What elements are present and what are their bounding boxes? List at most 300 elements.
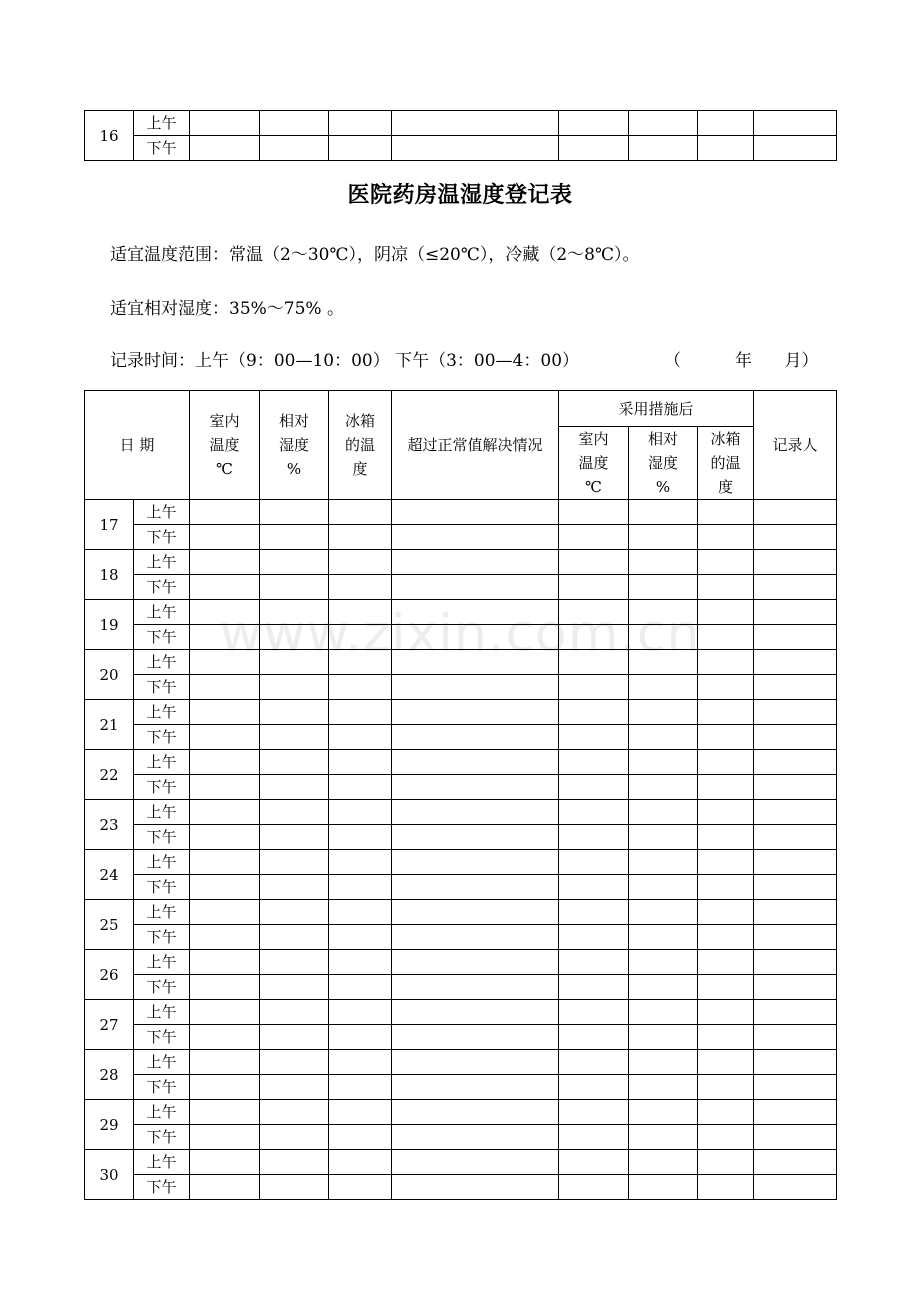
input-cell[interactable]: [559, 500, 629, 525]
input-cell[interactable]: [559, 800, 629, 825]
input-cell[interactable]: [190, 625, 260, 650]
input-cell[interactable]: [754, 575, 837, 600]
indoor-temp-header: [190, 391, 260, 500]
input-cell[interactable]: [190, 1025, 260, 1050]
input-cell[interactable]: [260, 875, 329, 900]
header-line: 的温: [710, 454, 741, 472]
input-cell[interactable]: [190, 775, 260, 800]
input-cell[interactable]: [260, 1075, 329, 1100]
input-cell[interactable]: [629, 675, 698, 700]
input-cell[interactable]: [260, 111, 329, 136]
input-cell[interactable]: [629, 825, 698, 850]
input-cell[interactable]: [559, 575, 629, 600]
input-cell[interactable]: [190, 950, 260, 975]
input-cell[interactable]: [559, 725, 629, 750]
input-cell[interactable]: [190, 700, 260, 725]
input-cell[interactable]: [754, 625, 837, 650]
input-cell[interactable]: [754, 975, 837, 1000]
input-cell[interactable]: [190, 111, 260, 136]
input-cell[interactable]: [559, 525, 629, 550]
input-cell[interactable]: [629, 800, 698, 825]
input-cell[interactable]: [190, 1075, 260, 1100]
input-cell[interactable]: [698, 850, 754, 875]
input-cell[interactable]: [260, 1100, 329, 1125]
input-cell[interactable]: [329, 925, 392, 950]
input-cell[interactable]: [559, 1000, 629, 1025]
input-cell[interactable]: [190, 1100, 260, 1125]
input-cell[interactable]: [190, 575, 260, 600]
input-cell[interactable]: [629, 850, 698, 875]
input-cell[interactable]: [190, 1175, 260, 1200]
input-cell[interactable]: [559, 136, 629, 161]
input-cell[interactable]: [629, 136, 698, 161]
fridge-temp-header: [329, 391, 392, 500]
input-cell[interactable]: [329, 1000, 392, 1025]
input-cell[interactable]: [754, 550, 837, 575]
input-cell[interactable]: [629, 700, 698, 725]
input-cell[interactable]: [629, 650, 698, 675]
input-cell[interactable]: [392, 625, 559, 650]
input-cell[interactable]: [329, 1025, 392, 1050]
input-cell[interactable]: [260, 525, 329, 550]
input-cell[interactable]: [698, 925, 754, 950]
day-cell: 18: [85, 550, 134, 600]
input-cell[interactable]: [698, 675, 754, 700]
input-cell[interactable]: [629, 875, 698, 900]
input-cell[interactable]: [392, 775, 559, 800]
input-cell[interactable]: [559, 550, 629, 575]
input-cell[interactable]: [329, 900, 392, 925]
input-cell[interactable]: [190, 675, 260, 700]
day-cell: 17: [85, 500, 134, 550]
input-cell[interactable]: [392, 950, 559, 975]
table-row: [85, 1025, 837, 1050]
input-cell[interactable]: [190, 800, 260, 825]
input-cell[interactable]: [329, 500, 392, 525]
input-cell[interactable]: [698, 525, 754, 550]
input-cell[interactable]: [190, 900, 260, 925]
input-cell[interactable]: [698, 550, 754, 575]
input-cell[interactable]: [629, 1125, 698, 1150]
input-cell[interactable]: [559, 1025, 629, 1050]
input-cell[interactable]: [629, 725, 698, 750]
table-row: [85, 850, 837, 875]
day-cell: 22: [85, 750, 134, 800]
input-cell[interactable]: [629, 550, 698, 575]
input-cell[interactable]: [190, 500, 260, 525]
input-cell[interactable]: [629, 1175, 698, 1200]
input-cell[interactable]: [329, 975, 392, 1000]
input-cell[interactable]: [698, 1100, 754, 1125]
recorder-header: 记录人: [754, 391, 837, 500]
input-cell[interactable]: [329, 111, 392, 136]
input-cell[interactable]: [629, 925, 698, 950]
input-cell[interactable]: [754, 600, 837, 625]
input-cell[interactable]: [260, 550, 329, 575]
input-cell[interactable]: [260, 825, 329, 850]
input-cell[interactable]: [392, 575, 559, 600]
table-row: [85, 900, 837, 925]
period-cell-am: 上午: [134, 1000, 190, 1025]
input-cell[interactable]: [754, 1000, 837, 1025]
table-row: [85, 725, 837, 750]
input-cell[interactable]: [698, 900, 754, 925]
input-cell[interactable]: [260, 575, 329, 600]
input-cell[interactable]: [559, 625, 629, 650]
input-cell[interactable]: [698, 500, 754, 525]
input-cell[interactable]: [754, 500, 837, 525]
input-cell[interactable]: [754, 136, 837, 161]
input-cell[interactable]: [260, 1175, 329, 1200]
table-row: [85, 700, 837, 725]
input-cell[interactable]: [559, 675, 629, 700]
input-cell[interactable]: [698, 625, 754, 650]
input-cell[interactable]: [392, 500, 559, 525]
input-cell[interactable]: [698, 1125, 754, 1150]
input-cell[interactable]: [392, 975, 559, 1000]
input-cell[interactable]: [260, 1025, 329, 1050]
input-cell[interactable]: [754, 825, 837, 850]
input-cell[interactable]: [559, 1050, 629, 1075]
input-cell[interactable]: [392, 675, 559, 700]
input-cell[interactable]: [559, 111, 629, 136]
input-cell[interactable]: [559, 875, 629, 900]
input-cell[interactable]: [559, 1125, 629, 1150]
after-fridge-temp-header: [698, 427, 754, 500]
period-cell-pm: 下午: [134, 525, 190, 550]
input-cell[interactable]: [754, 1175, 837, 1200]
input-cell[interactable]: [260, 725, 329, 750]
table-row: [85, 650, 837, 675]
input-cell[interactable]: [190, 975, 260, 1000]
input-cell[interactable]: [329, 850, 392, 875]
day-cell: 26: [85, 950, 134, 1000]
input-cell[interactable]: [329, 1125, 392, 1150]
input-cell[interactable]: [329, 950, 392, 975]
table-row: [85, 1150, 837, 1175]
input-cell[interactable]: [190, 725, 260, 750]
input-cell[interactable]: [190, 600, 260, 625]
input-cell[interactable]: [698, 1075, 754, 1100]
input-cell[interactable]: [698, 975, 754, 1000]
table-row: [85, 800, 837, 825]
input-cell[interactable]: [698, 111, 754, 136]
input-cell[interactable]: [629, 575, 698, 600]
input-cell[interactable]: [260, 975, 329, 1000]
input-cell[interactable]: [329, 1175, 392, 1200]
input-cell[interactable]: [260, 500, 329, 525]
period-cell-pm: 下午: [134, 136, 190, 161]
input-cell[interactable]: [698, 725, 754, 750]
input-cell[interactable]: [698, 1175, 754, 1200]
input-cell[interactable]: [754, 950, 837, 975]
period-cell-am: 上午: [134, 750, 190, 775]
input-cell[interactable]: [392, 550, 559, 575]
input-cell[interactable]: [754, 525, 837, 550]
input-cell[interactable]: [629, 1075, 698, 1100]
input-cell[interactable]: [329, 1150, 392, 1175]
input-cell[interactable]: [329, 750, 392, 775]
input-cell[interactable]: [559, 1150, 629, 1175]
input-cell[interactable]: [559, 975, 629, 1000]
input-cell[interactable]: [698, 950, 754, 975]
input-cell[interactable]: [392, 136, 559, 161]
date-header: 日 期: [85, 391, 190, 500]
input-cell[interactable]: [559, 700, 629, 725]
input-cell[interactable]: [190, 750, 260, 775]
input-cell[interactable]: [260, 900, 329, 925]
input-cell[interactable]: [329, 600, 392, 625]
input-cell[interactable]: [629, 1000, 698, 1025]
table-row: [85, 500, 837, 525]
input-cell[interactable]: [329, 625, 392, 650]
table-row: [85, 111, 837, 136]
input-cell[interactable]: [698, 1025, 754, 1050]
input-cell[interactable]: [329, 700, 392, 725]
day-cell: 30: [85, 1150, 134, 1200]
input-cell[interactable]: [754, 1150, 837, 1175]
input-cell[interactable]: [629, 750, 698, 775]
input-cell[interactable]: [698, 136, 754, 161]
input-cell[interactable]: [392, 1150, 559, 1175]
input-cell[interactable]: [754, 750, 837, 775]
record-time-text: 记录时间：上午（9：00—10：00） 下午（3：00—4：00）: [110, 351, 580, 371]
input-cell[interactable]: [190, 650, 260, 675]
input-cell[interactable]: [392, 1050, 559, 1075]
input-cell[interactable]: [329, 725, 392, 750]
input-cell[interactable]: [698, 800, 754, 825]
day-cell: 27: [85, 1000, 134, 1050]
input-cell[interactable]: [260, 136, 329, 161]
day-cell: 29: [85, 1100, 134, 1150]
table-row: [85, 575, 837, 600]
input-cell[interactable]: [754, 850, 837, 875]
input-cell[interactable]: [629, 1025, 698, 1050]
period-cell-am: 上午: [134, 950, 190, 975]
input-cell[interactable]: [754, 1100, 837, 1125]
period-cell-am: 上午: [134, 600, 190, 625]
input-cell[interactable]: [754, 1050, 837, 1075]
input-cell[interactable]: [559, 775, 629, 800]
input-cell[interactable]: [260, 750, 329, 775]
period-cell-am: 上午: [134, 900, 190, 925]
table-row: [85, 136, 837, 161]
input-cell[interactable]: [392, 1100, 559, 1125]
input-cell[interactable]: [392, 925, 559, 950]
input-cell[interactable]: [754, 925, 837, 950]
input-cell[interactable]: [329, 675, 392, 700]
input-cell[interactable]: [329, 136, 392, 161]
humidity-range-text: 适宜相对湿度：35%～75% 。: [110, 299, 344, 319]
input-cell[interactable]: [260, 775, 329, 800]
input-cell[interactable]: [559, 1075, 629, 1100]
input-cell[interactable]: [559, 650, 629, 675]
input-cell[interactable]: [260, 925, 329, 950]
input-cell[interactable]: [698, 1150, 754, 1175]
input-cell[interactable]: [190, 1000, 260, 1025]
day-cell: 28: [85, 1050, 134, 1100]
input-cell[interactable]: [260, 850, 329, 875]
period-cell-pm: 下午: [134, 1175, 190, 1200]
period-cell-pm: 下午: [134, 1025, 190, 1050]
input-cell[interactable]: [329, 575, 392, 600]
input-cell[interactable]: [190, 850, 260, 875]
input-cell[interactable]: [392, 1175, 559, 1200]
input-cell[interactable]: [629, 1100, 698, 1125]
period-cell-am: 上午: [134, 550, 190, 575]
input-cell[interactable]: [329, 525, 392, 550]
input-cell[interactable]: [754, 800, 837, 825]
input-cell[interactable]: [629, 975, 698, 1000]
period-cell-am: 上午: [134, 800, 190, 825]
input-cell[interactable]: [559, 600, 629, 625]
after-relative-humidity-header: [629, 427, 698, 500]
input-cell[interactable]: [392, 650, 559, 675]
input-cell[interactable]: [698, 650, 754, 675]
input-cell[interactable]: [698, 600, 754, 625]
input-cell[interactable]: [698, 1050, 754, 1075]
input-cell[interactable]: [190, 825, 260, 850]
input-cell[interactable]: [754, 650, 837, 675]
input-cell[interactable]: [260, 600, 329, 625]
input-cell[interactable]: [754, 1025, 837, 1050]
year-month-field[interactable]: （ 年 月）: [664, 351, 819, 371]
table-row: [85, 825, 837, 850]
period-cell-pm: 下午: [134, 875, 190, 900]
input-cell[interactable]: [754, 725, 837, 750]
input-cell[interactable]: [629, 950, 698, 975]
table-row: [85, 550, 837, 575]
input-cell[interactable]: [392, 825, 559, 850]
header-line: 室内: [578, 430, 609, 448]
day-cell: 20: [85, 650, 134, 700]
input-cell[interactable]: [392, 725, 559, 750]
input-cell[interactable]: [329, 1050, 392, 1075]
temperature-humidity-table: [84, 390, 837, 1200]
input-cell[interactable]: [392, 800, 559, 825]
input-cell[interactable]: [629, 111, 698, 136]
input-cell[interactable]: [392, 1025, 559, 1050]
day-cell: 21: [85, 700, 134, 750]
input-cell[interactable]: [190, 1125, 260, 1150]
input-cell[interactable]: [559, 825, 629, 850]
input-cell[interactable]: [329, 550, 392, 575]
input-cell[interactable]: [260, 800, 329, 825]
input-cell[interactable]: [629, 775, 698, 800]
input-cell[interactable]: [754, 900, 837, 925]
input-cell[interactable]: [559, 850, 629, 875]
input-cell[interactable]: [392, 600, 559, 625]
input-cell[interactable]: [329, 1075, 392, 1100]
input-cell[interactable]: [190, 1150, 260, 1175]
input-cell[interactable]: [629, 1150, 698, 1175]
input-cell[interactable]: [754, 675, 837, 700]
input-cell[interactable]: [260, 1000, 329, 1025]
input-cell[interactable]: [329, 800, 392, 825]
input-cell[interactable]: [190, 525, 260, 550]
input-cell[interactable]: [190, 550, 260, 575]
input-cell[interactable]: [754, 111, 837, 136]
header-line: ℃: [585, 478, 602, 496]
after-measures-header: 采用措施后: [559, 391, 754, 427]
input-cell[interactable]: [698, 875, 754, 900]
table-row: [85, 1050, 837, 1075]
input-cell[interactable]: [754, 1075, 837, 1100]
input-cell[interactable]: [190, 875, 260, 900]
input-cell[interactable]: [260, 1050, 329, 1075]
input-cell[interactable]: [754, 700, 837, 725]
input-cell[interactable]: [698, 825, 754, 850]
input-cell[interactable]: [559, 900, 629, 925]
input-cell[interactable]: [698, 575, 754, 600]
input-cell[interactable]: [559, 950, 629, 975]
input-cell[interactable]: [190, 925, 260, 950]
input-cell[interactable]: [629, 600, 698, 625]
input-cell[interactable]: [392, 850, 559, 875]
period-cell-am: 上午: [134, 111, 190, 136]
period-cell-am: 上午: [134, 650, 190, 675]
input-cell[interactable]: [190, 1050, 260, 1075]
input-cell[interactable]: [260, 625, 329, 650]
input-cell[interactable]: [392, 1075, 559, 1100]
input-cell[interactable]: [392, 525, 559, 550]
input-cell[interactable]: [260, 1150, 329, 1175]
header-row: [85, 391, 837, 427]
input-cell[interactable]: [754, 875, 837, 900]
input-cell[interactable]: [260, 700, 329, 725]
input-cell[interactable]: [329, 1100, 392, 1125]
day-cell: 23: [85, 800, 134, 850]
input-cell[interactable]: [392, 1125, 559, 1150]
input-cell[interactable]: [190, 136, 260, 161]
input-cell[interactable]: [329, 775, 392, 800]
input-cell[interactable]: [629, 900, 698, 925]
input-cell[interactable]: [698, 1000, 754, 1025]
input-cell[interactable]: [329, 650, 392, 675]
input-cell[interactable]: [629, 1050, 698, 1075]
input-cell[interactable]: [698, 775, 754, 800]
input-cell[interactable]: [392, 750, 559, 775]
day-cell: 19: [85, 600, 134, 650]
input-cell[interactable]: [260, 1125, 329, 1150]
input-cell[interactable]: [260, 650, 329, 675]
input-cell[interactable]: [559, 1100, 629, 1125]
input-cell[interactable]: [392, 900, 559, 925]
input-cell[interactable]: [629, 500, 698, 525]
input-cell[interactable]: [260, 675, 329, 700]
input-cell[interactable]: [329, 875, 392, 900]
input-cell[interactable]: [392, 875, 559, 900]
input-cell[interactable]: [559, 925, 629, 950]
input-cell[interactable]: [698, 750, 754, 775]
input-cell[interactable]: [260, 950, 329, 975]
input-cell[interactable]: [392, 1000, 559, 1025]
input-cell[interactable]: [392, 111, 559, 136]
table-row: [85, 625, 837, 650]
input-cell[interactable]: [754, 775, 837, 800]
input-cell[interactable]: [559, 750, 629, 775]
input-cell[interactable]: [329, 825, 392, 850]
input-cell[interactable]: [629, 525, 698, 550]
input-cell[interactable]: [392, 700, 559, 725]
period-cell-am: 上午: [134, 850, 190, 875]
input-cell[interactable]: [559, 1175, 629, 1200]
input-cell[interactable]: [754, 1125, 837, 1150]
input-cell[interactable]: [629, 625, 698, 650]
input-cell[interactable]: [698, 700, 754, 725]
table-row: [85, 875, 837, 900]
period-cell-pm: 下午: [134, 675, 190, 700]
